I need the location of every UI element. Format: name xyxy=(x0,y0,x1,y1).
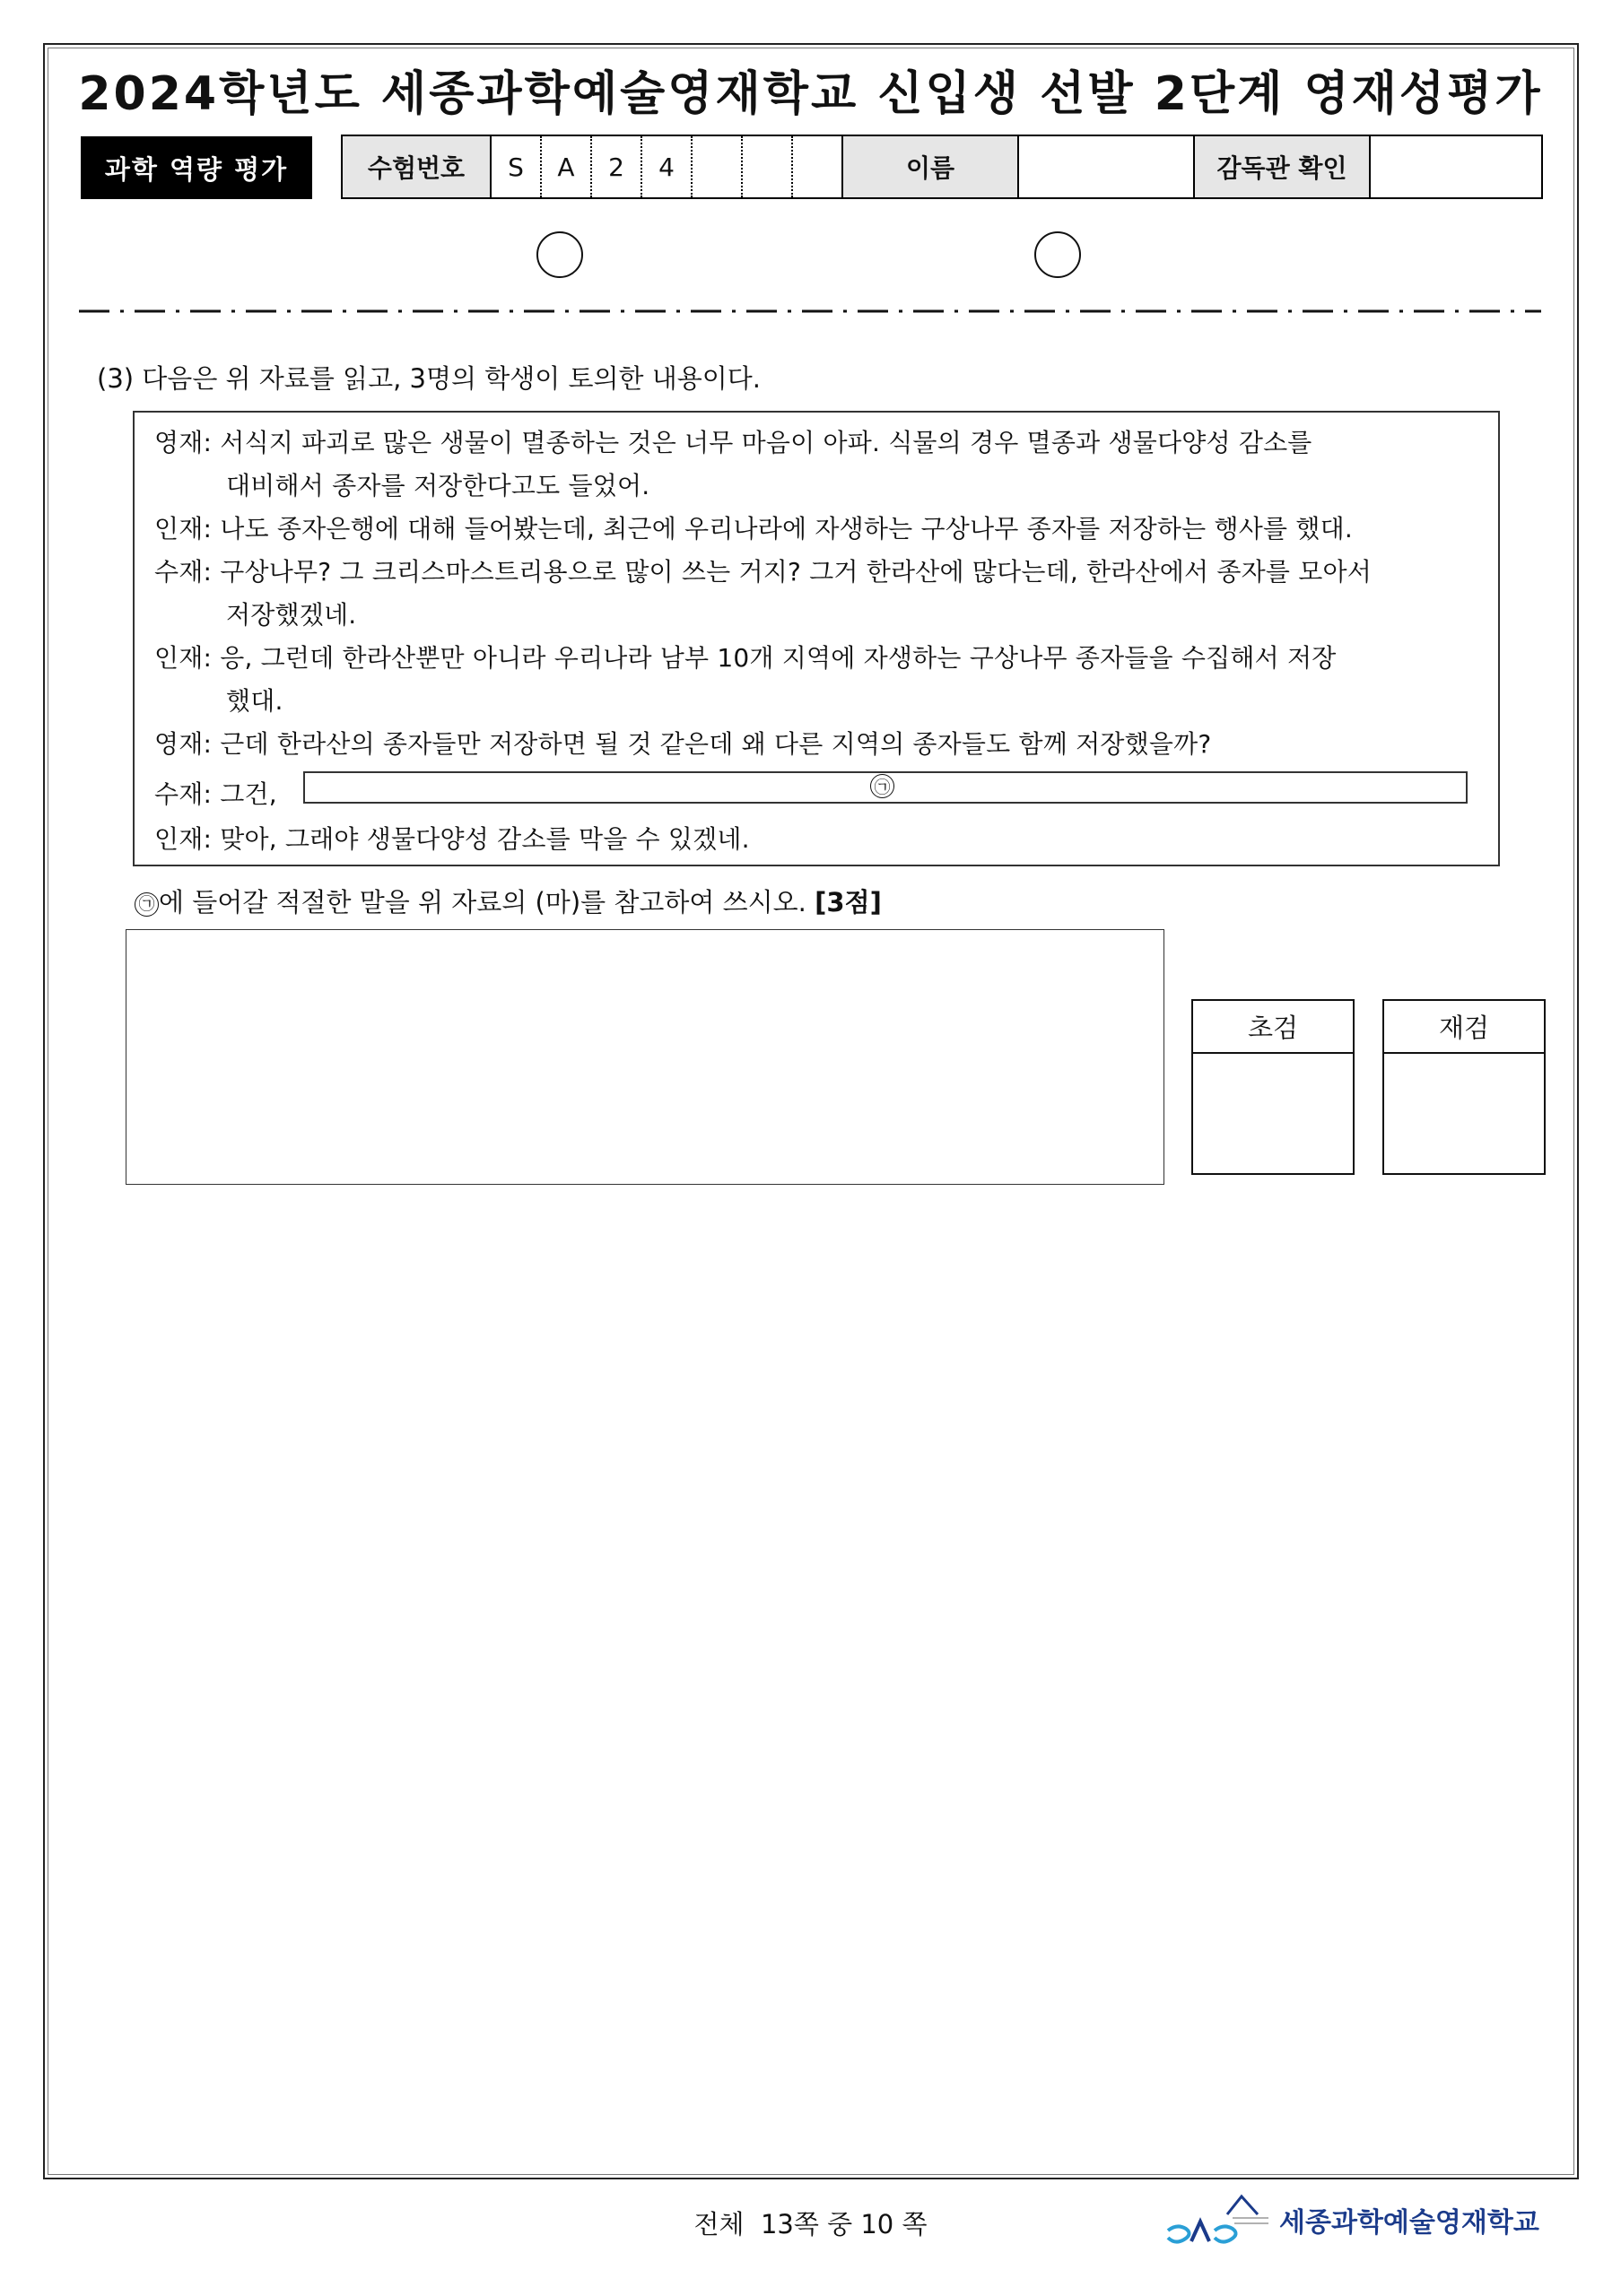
dialogue-line: 했대. xyxy=(226,686,283,716)
exam-number-label: 수험번호 xyxy=(343,136,492,197)
dialogue-line: 수재: 구상나무? 그 크리스마스트리용으로 많이 쓰는 거지? 그거 한라산에 많다는데, 한라산에서 종자를 모아서 xyxy=(154,557,1372,587)
dialogue-line: 인재: 맞아, 그래야 생물다양성 감소를 막을 수 있겠네. xyxy=(154,824,750,854)
answer-box[interactable] xyxy=(126,929,1164,1185)
supervisor-label: 감독관 확인 xyxy=(1195,136,1371,197)
dialogue-line: 대비해서 종자를 저장한다고도 들었어. xyxy=(226,471,650,500)
exam-number-digit-input[interactable] xyxy=(693,136,743,197)
supervisor-field[interactable] xyxy=(1371,136,1541,197)
page-info: 전체 13쪽 중 10 쪽 xyxy=(693,2209,928,2239)
question-instruction xyxy=(135,883,882,919)
exam-info-row xyxy=(341,135,1543,199)
dialogue-line: 저장했겠네. xyxy=(226,600,357,630)
exam-number-digit: S xyxy=(492,136,542,197)
punch-hole-circle xyxy=(1034,231,1081,278)
exam-number-digit-input[interactable] xyxy=(743,136,793,197)
exam-number-digit-input[interactable] xyxy=(793,136,843,197)
first-check-label: 초검 xyxy=(1193,1001,1353,1054)
school-name: 세종과학예술영재학교 xyxy=(1279,2207,1539,2239)
exam-number-digit: 4 xyxy=(642,136,693,197)
dialogue-line: 인재: 나도 종자은행에 대해 들어봤는데, 최근에 우리나라에 자생하는 구상나무 종자를 저장하는 행사를 했대. xyxy=(154,514,1353,544)
second-check-label: 재검 xyxy=(1384,1001,1544,1054)
second-check-box xyxy=(1382,999,1546,1175)
first-check-box xyxy=(1191,999,1355,1175)
name-label: 이름 xyxy=(843,136,1019,197)
question-intro: (3) 다음은 위 자료를 읽고, 3명의 학생이 토의한 내용이다. xyxy=(97,363,762,394)
instruction-text: 에 들어갈 적절한 말을 위 자료의 (마)를 참고하여 쓰시오. xyxy=(159,887,806,918)
exam-number-digit: A xyxy=(542,136,592,197)
school-logo xyxy=(1164,2188,1541,2251)
exam-number-digit: 2 xyxy=(592,136,642,197)
school-logo-icon xyxy=(1164,2191,1270,2248)
dialogue-line: 영재: 서식지 파괴로 많은 생물이 멸종하는 것은 너무 마음이 아파. 식물의 경우 멸종과 생물다양성 감소를 xyxy=(154,428,1312,457)
name-field[interactable] xyxy=(1019,136,1195,197)
exam-title: 2024학년도 세종과학예술영재학교 신입생 선발 2단계 영재성평가 xyxy=(78,67,1543,121)
dialogue-line: 수재: 그건, xyxy=(154,779,277,809)
points-label: [3점] xyxy=(815,887,882,918)
cut-line xyxy=(79,309,1541,314)
instruction-marker: ㉠ xyxy=(135,892,159,917)
dialogue-line: 영재: 근데 한라산의 종자들만 저장하면 될 것 같은데 왜 다른 지역의 종자들도 함께 저장했을까? xyxy=(154,729,1212,759)
dialogue-line: 인재: 응, 그런데 한라산뿐만 아니라 우리나라 남부 10개 지역에 자생하는 구상나무 종자들을 수집해서 저장 xyxy=(154,643,1337,673)
punch-hole-circle xyxy=(536,231,583,278)
blank-marker: ㉠ xyxy=(870,774,894,798)
section-badge: 과학 역량 평가 xyxy=(81,136,312,199)
